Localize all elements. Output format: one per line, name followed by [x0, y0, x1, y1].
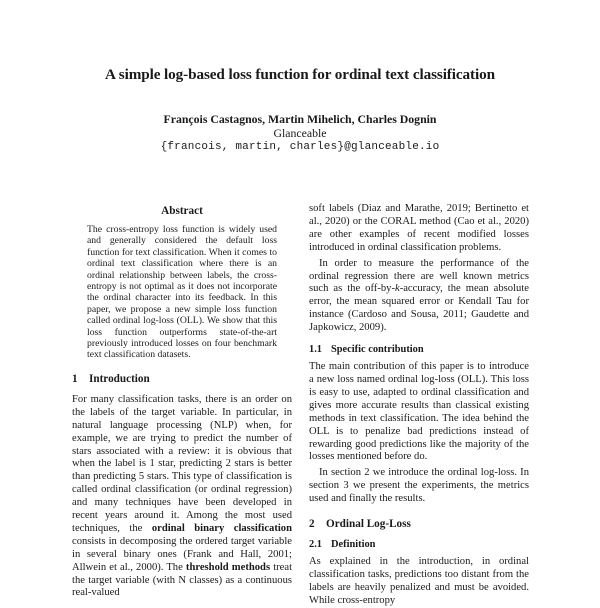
author-list: François Castagnos, Martin Mihelich, Charles Dognin: [163, 112, 437, 126]
intro-text-part: treat the target variable (with N classes) as a continuous real-valued: [72, 561, 293, 599]
subsection-title: Specific contribution: [331, 344, 424, 356]
section-title: Introduction: [89, 372, 150, 385]
intro-paragraph: [72, 394, 292, 601]
section-heading-ordinal-log-loss: [309, 518, 529, 530]
abstract-heading: Abstract: [161, 205, 203, 217]
bold-term-ordinal-binary-classification: ordinal binary classification: [151, 522, 292, 534]
subsection-title: Definition: [331, 539, 376, 551]
section-title: Ordinal Log-Loss: [326, 518, 411, 531]
subsection-heading-definition: [309, 539, 529, 550]
subsection-heading-specific-contribution: [309, 344, 529, 355]
metrics-text-part: In order to measure the performance of the ordinal regression there are well known metrics such as the off-by-: [309, 257, 529, 295]
section-number: 1: [72, 372, 78, 385]
intro-text-part: For many classification tasks, there is an order on the labels of the target variable. In particular, in natural language processing (NLP) when, for example, we are trying to predict the number of stars associated with a review: it is obvious that when the label is 1 star, predicting 2 stars is better than predicting 5 stars. This type of classification is called ordinal classification (or ordinal regression) and many techniques have been developed in recent years around it. Among the most used techniques, the: [72, 393, 292, 534]
section-heading-introduction: [72, 373, 292, 385]
left-column: [72, 205, 292, 600]
paragraph-metrics: [309, 258, 529, 335]
right-column: [309, 203, 529, 608]
subsection-number: 2.1: [309, 539, 322, 551]
author-emails: {francois, martin, charles}@glanceable.io: [160, 141, 440, 153]
paper-title: A simple log-based loss function for ordinal text classification: [105, 66, 495, 83]
math-k: k: [394, 283, 400, 295]
metrics-text-part: -accuracy, the mean absolute error, the mean squared error or Kendall Tau for instance (Cardoso and Sousa, 2011; Gaudette and Japkowicz, 2009).: [309, 283, 529, 334]
subsection-number: 1.1: [309, 344, 322, 356]
paragraph-soft-labels: soft labels (Diaz and Marathe, 2019; Bertinetto et al., 2020) or the CORAL method (Cao et al., 2020) are other examples of recent modified losses introduced in ordinal classification problems.: [309, 203, 529, 253]
intro-text-part: consists in decomposing the ordered target variable in several binary ones (Frank and Hall, 2001; Allwein et al., 2000). The: [72, 535, 292, 573]
abstract-text: The cross-entropy loss function is widely used and generally considered the default loss function for text classification. When it comes to ordinal text classification where there is an ordinal relationship between labels, the cross-entropy is not optimal as it does not incorporate the ordinal character into its feedback. In this paper, we propose a new simple loss function called ordinal log-loss (OLL). We show that this loss function outperforms state-of-the-art previously introduced losses on four benchmark text classification datasets.: [87, 224, 277, 361]
section-number: 2: [309, 518, 315, 531]
bold-term-threshold-methods: threshold methods: [185, 561, 271, 573]
affiliation: Glanceable: [273, 126, 327, 140]
paragraph-outline: In section 2 we introduce the ordinal log-loss. In section 3 we present the experiments, the metrics used and finally the results.: [309, 467, 529, 505]
paragraph-definition: As explained in the introduction, in ordinal classification tasks, predictions too distant from the labels are heavily penalized and must be avoided. While cross-entropy: [309, 556, 529, 606]
paragraph-contribution: The main contribution of this paper is to introduce a new loss named ordinal log-loss (OLL). This loss is easy to use, adapted to ordinal classification and gives more accurate results than classical existing methods in text classification. The idea behind the OLL is to penalize bad predictions instead of rewarding good predictions like the majority of the losses mentioned before do.: [309, 361, 529, 463]
